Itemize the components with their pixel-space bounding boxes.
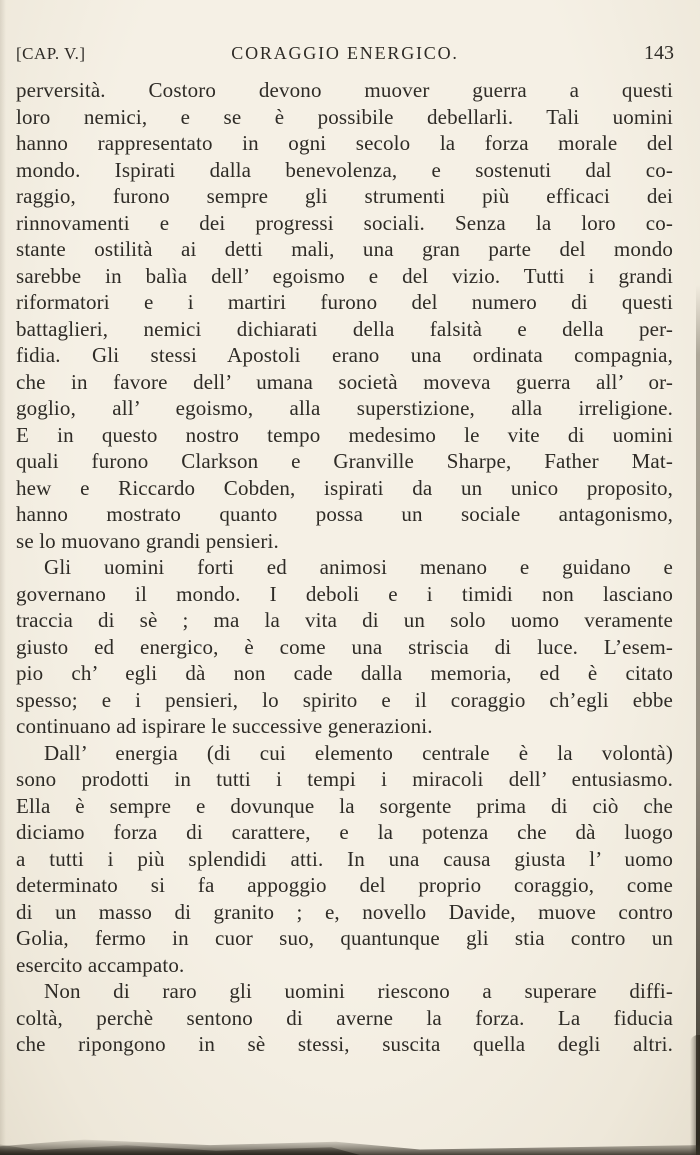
page-text [0,77,700,1058]
text-line: hew e Riccardo Cobden, ispirati da un unico proposito, [16,475,673,500]
paragraph [16,77,673,554]
page-number: 143 [644,42,674,64]
text-line: Non di raro gli uomini riescono a superare diffi- [44,979,673,1003]
text-line: sarebbe in balìa dell’ egoismo e del vizio. Tutti i grandi [16,263,673,288]
text-line: stante ostilità ai detti mali, una gran parte del mondo [16,237,673,261]
text-line: traccia di sè ; ma la vita di un solo uomo veramente [16,608,673,632]
paragraph [16,978,673,1058]
text-line: riformatori e i martiri furono del numero di questi [16,290,673,314]
text-line: governano il mondo. I deboli e i timidi non lasciano [16,581,673,606]
text-line: continuano ad ispirare le successive generazioni. [16,714,433,738]
running-title: CORAGGIO ENERGICO. [231,43,459,63]
text-line: di un masso di granito ; e, novello Davide, muove contro [16,899,673,924]
text-line: fidia. Gli stessi Apostoli erano una ordinata compagnia, [16,343,673,367]
scan-artifact-right-corner [690,1035,700,1155]
text-line: E in questo nostro tempo medesimo le vite di uomini [16,422,673,447]
text-line: hanno rappresentato in ogni secolo la forza morale del [16,131,673,155]
scan-artifact-right-edge [696,285,700,1155]
text-line: Ella è sempre e dovunque la sorgente prima di ciò che [16,793,673,818]
text-line: perversità. Costoro devono muover guerra a questi [16,78,673,102]
text-line: goglio, all’ egoismo, alla superstizione, alla irreligione. [16,396,673,420]
text-line: esercito accampato. [16,952,185,977]
text-line: rinnovamenti e dei progressi sociali. Senza la loro co- [16,210,673,235]
text-line: spesso; e i pensieri, lo spirito e il coraggio ch’egli ebbe [16,687,673,712]
text-line: mondo. Ispirati dalla benevolenza, e sostenuti dal co- [16,157,673,182]
text-line: sono prodotti in tutti i tempi i miracoli dell’ entusiasmo. [16,767,673,791]
text-line: hanno mostrato quanto possa un sociale antagonismo, [16,502,673,526]
text-line: coltà, perchè sentono di averne la forza. La fiducia [16,1005,673,1030]
paragraph [16,554,673,740]
text-line: battaglieri, nemici dichiarati della falsità e della per- [16,316,673,341]
scan-artifact-left-edge [0,0,6,1155]
text-line: giusto ed energico, è come una striscia di luce. L’esem- [16,634,673,659]
text-line: Gli uomini forti ed animosi menano e guidano e [44,555,673,579]
text-line: loro nemici, e se è possibile debellarli. Tali uomini [16,104,673,129]
text-line: se lo muovano grandi pensieri. [16,528,279,553]
text-line: che in favore dell’ umana società moveva guerra all’ or- [16,369,673,394]
text-line: raggio, furono sempre gli strumenti più efficaci dei [16,184,673,208]
text-line: determinato si fa appoggio del proprio coraggio, come [16,873,673,897]
text-line: Dall’ energia (di cui elemento centrale è la volontà) [44,740,673,765]
paragraph [16,740,673,979]
text-line: pio ch’ egli dà non cade dalla memoria, ed è citato [16,661,673,685]
text-line: quali furono Clarkson e Granville Sharpe, Father Mat- [16,449,673,473]
text-line: Golia, fermo in cuor suo, quantunque gli stia contro un [16,926,673,950]
text-line: a tutti i più splendidi atti. In una causa giusta l’ uomo [16,846,673,871]
chapter-label: [CAP. V.] [16,44,86,63]
text-line: diciamo forza di carattere, e la potenza che dà luogo [16,820,673,844]
page-header [0,0,700,65]
text-line: che ripongono in sè stessi, suscita quella degli altri. [16,1032,673,1056]
